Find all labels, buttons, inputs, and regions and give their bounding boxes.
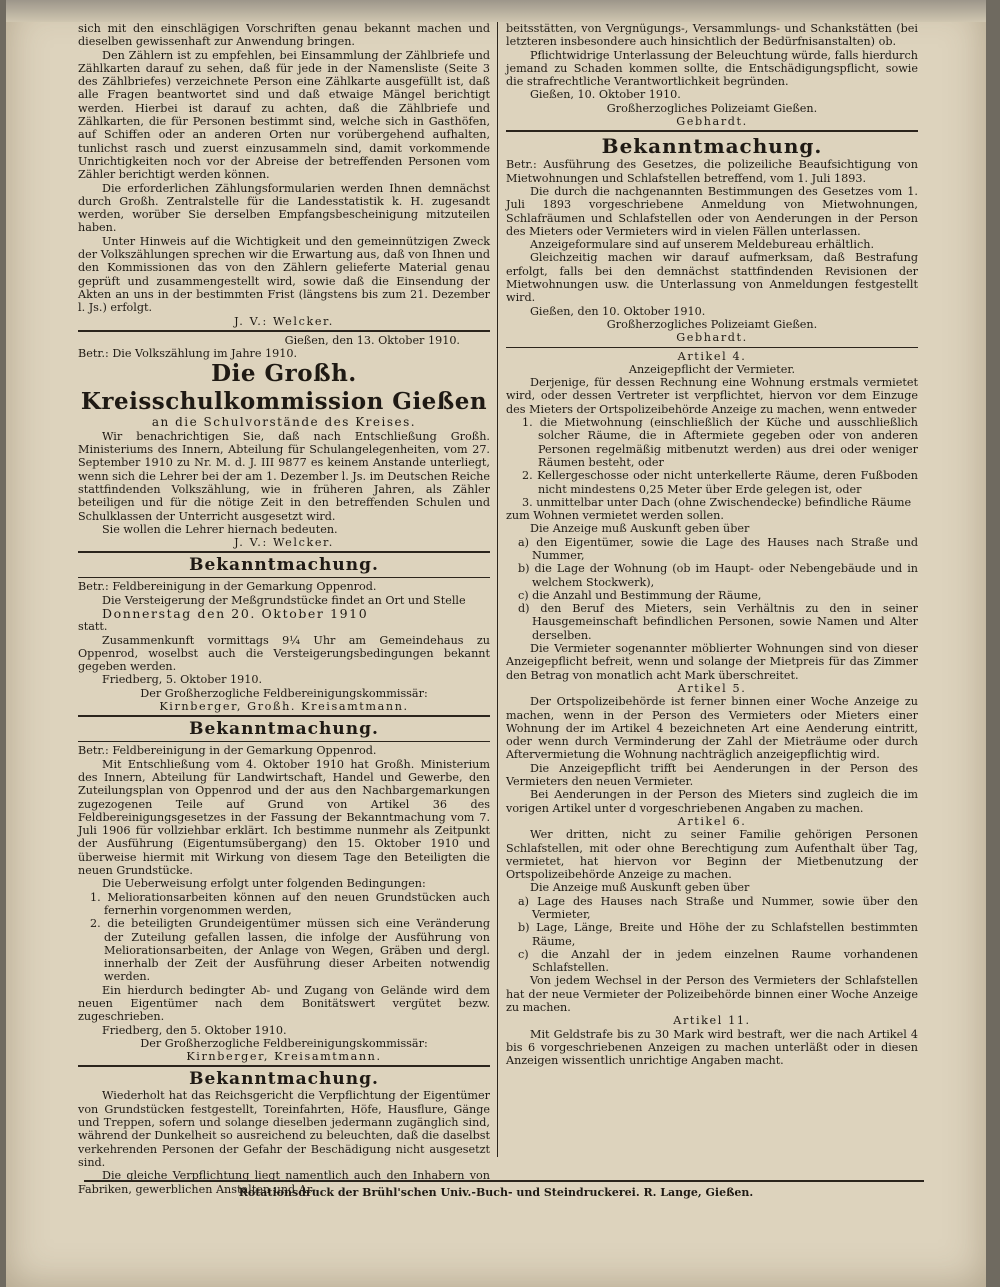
paragraph: Die Ueberweisung erfolgt unter folgenden Bedingungen:: [102, 877, 426, 891]
article-heading: Artikel 4.: [677, 349, 747, 363]
list-item: d) den Beruf des Mieters, sein Verhältnis zu den in seiner Hausgemeinschaft befindlichen Personen, sowie Namen und Alter derselben.: [518, 602, 918, 642]
divider: [78, 330, 490, 332]
paragraph: Sie wollen die Lehrer hiernach bedeuten.: [102, 522, 338, 536]
paragraph: Ein hierdurch bedingter Ab- und Zugang von Gelände wird dem neuen Eigentümer nach dem Bonitätswert vergütet bezw. zugeschrieben.: [78, 983, 490, 1024]
dateline: Gießen, den 13. Oktober 1910.: [284, 333, 460, 347]
notice-heading: Bekanntmachung.: [601, 134, 823, 159]
signature: Kirnberger, Kreisamtmann.: [186, 1050, 382, 1064]
signature: Gebhardt.: [676, 115, 748, 129]
office-line: Der Großherzogliche Feldbereinigungskommissär:: [140, 1036, 428, 1050]
list-item: 1. die Mietwohnung (einschließlich der Küche und ausschließlich solcher Räume, die in Aftermiete gegeben oder von anderen Personen regelmäßig mitbenutzt werden) aus drei oder weniger Räumen besteht, oder: [522, 416, 918, 469]
paragraph: Den Zählern ist zu empfehlen, bei Einsammlung der Zählbriefe und Zählkarten darauf zu sehen, daß für jede in der Namensliste (Seite 3 des Zählbriefes) verzeichnete Person eine Zählkarte ausgefüllt ist, daß alle Fragen beantwortet sind und daß etwaige Mängel berichtigt werden. Hierbei ist darauf zu achten, daß die Zählbriefe und Zählkarten, die für Personen bestimmt sind, welche sich in Gasthöfen, auf Schiffen oder an anderen Orten nur vorübergehend aufhalten, tunlichst rasch und zuerst einzusammeln sind, damit vorkommende Unrichtigkeiten noch vor der Abreise der betreffenden Personen vom Zähler berichtigt werden können.: [78, 48, 490, 182]
footer-rule: [84, 1180, 924, 1182]
list-item: c) die Anzahl der in jedem einzelnen Raume vorhandenen Schlafstellen.: [518, 947, 918, 975]
newspaper-page: [6, 0, 986, 1287]
paragraph: Die Anzeige muß Auskunft geben über: [530, 522, 750, 536]
paragraph: Die Anzeige muß Auskunft geben über: [530, 881, 750, 895]
left-column: [78, 22, 490, 1196]
notice-heading: Bekanntmachung.: [189, 555, 379, 576]
divider: [78, 551, 490, 553]
paragraph: Die Anzeigepflicht trifft bei Aenderungen in der Person des Vermieters den neuen Vermieter.: [506, 761, 918, 789]
paragraph: Mit Entschließung vom 4. Oktober 1910 hat Großh. Ministerium des Innern, Abteilung für Landwirtschaft, Handel und Gewerbe, den Zuteilungsplan von Oppenrod und der aus den Nachbargemarkungen zugezogenen Teile auf Grund von Artikel 36 des Feldbereinigungsgesetzes in der Fassung der Bekanntmachung vom 7. Juli 1906 für vollziehbar erklärt. Ich bestimme nunmehr als Zeitpunkt der Ausführung (Eigentumsübergang) den 15. Oktober 1910 und überweise hiermit mit Wirkung von diesem Tage den Beteiligten die neuen Grundstücke.: [78, 757, 490, 878]
column-divider: [497, 22, 498, 1157]
paragraph: Von jedem Wechsel in der Person des Vermieters der Schlafstellen hat der neue Vermieter der Polizeibehörde binnen einer Woche Anzeige zu machen.: [506, 974, 918, 1015]
notice-heading: Bekanntmachung.: [189, 1069, 379, 1090]
printer-imprint: Rotationsdruck der Brühl'schen Univ.-Buch- und Steindruckerei. R. Lange, Gießen.: [238, 1186, 754, 1199]
place-date: Friedberg, den 5. Oktober 1910.: [102, 1023, 287, 1037]
paragraph: beitsstätten, von Vergnügungs-, Versammlungs- und Schankstätten (bei letzteren insbesondere auch hinsichtlich der Bedürfnisanstalten) ob.: [506, 22, 918, 49]
paragraph: Wir benachrichtigen Sie, daß nach Entschließung Großh. Ministeriums des Innern, Abteilung für Schulangelegenheiten, vom 27. September 1910 zu Nr. M. d. J. III 9877 es keinem Anstande unterliegt, wenn sich die Lehrer bei der am 1. Dezember l. Js. im Deutschen Reiche stattfindenden Volkszählung, wie in früheren Jahren, als Zähler beteiligen und für die nötige Zeit in den betreffenden Schulen und Schulklassen der Unterricht ausgesetzt wird.: [78, 429, 490, 523]
subject-line: Betr.: Feldbereinigung in der Gemarkung Oppenrod.: [78, 744, 377, 758]
divider: [78, 577, 490, 578]
article-heading: Artikel 6.: [677, 814, 747, 828]
right-column: [506, 22, 918, 1068]
paragraph: Gleichzeitig machen wir darauf aufmerksam, daß Bestrafung erfolgt, falls bei den demnächst stattfindenden Revisionen der Mietwohnungen usw. die Unterlassung von Anmeldungen festgestellt wird.: [506, 251, 918, 305]
signature: Gebhardt.: [676, 331, 748, 345]
paragraph: statt.: [78, 620, 108, 634]
paragraph: Wer dritten, nicht zu seiner Familie gehörigen Personen Schlafstellen, mit oder ohne Berechtigung zum Aufenthalt über Tag, vermietet, hat hiervon vor Beginn der Mietbenutzung der Ortspolizeibehörde Anzeige zu machen.: [506, 828, 918, 882]
article-heading: Artikel 5.: [677, 681, 747, 695]
article-heading: Artikel 11.: [673, 1014, 751, 1028]
paragraph: Wiederholt hat das Reichsgericht die Verpflichtung der Eigentümer von Grundstücken festgestellt, Toreinfahrten, Höfe, Hausflure, Gänge und Treppen, sofern und solange dieselben jedermann zugänglich sind, während der Dunkelheit so ausreichend zu beleuchten, daß die daselbst verkehrenden Personen der Gefahr der Beschädigung nicht ausgesetzt sind.: [78, 1089, 490, 1169]
list-item: b) Lage, Länge, Breite und Höhe der zu Schlafstellen bestimmten Räume,: [518, 921, 918, 948]
list-item: 2. Kellergeschosse oder nicht unterkellerte Räume, deren Fußboden nicht mindestens 0,25 Meter über Erde gelegen ist, oder: [522, 469, 918, 496]
divider: [78, 741, 490, 742]
list-item: a) den Eigentümer, sowie die Lage des Hauses nach Straße und Nummer,: [518, 535, 918, 562]
paragraph: Pflichtwidrige Unterlassung der Beleuchtung würde, falls hierdurch jemand zu Schaden kommen sollte, die Entschädigungspflicht, sowie die strafrechtliche Verantwortlichkeit begründen.: [506, 48, 918, 89]
paragraph: Zusammenkunft vormittags 9¼ Uhr am Gemeindehaus zu Oppenrod, woselbst auch die Versteigerungsbedingungen bekannt gegeben werden.: [78, 633, 490, 674]
subject-line: Betr.: Ausführung des Gesetzes, die polizeiliche Beaufsichtigung von Mietwohnungen und Schlafstellen betreffend, vom 1. Juli 1893.: [506, 158, 918, 185]
subject-line: Betr.: Die Volkszählung im Jahre 1910.: [78, 347, 298, 361]
paragraph: zum Wohnen vermietet werden sollen.: [506, 509, 724, 523]
paragraph: Die Versteigerung der Meßgrundstücke findet an Ort und Stelle: [102, 593, 466, 607]
divider: [78, 1065, 490, 1067]
article-title: Anzeigepflicht der Vermieter.: [628, 362, 796, 376]
list-item: c) die Anzahl und Bestimmung der Räume,: [518, 588, 762, 602]
condition-item: 1. Meliorationsarbeiten können auf den neuen Grundstücken auch fernerhin vorgenommen werden,: [90, 890, 490, 917]
office-line: Der Großherzogliche Feldbereinigungskommissär:: [140, 686, 428, 700]
paragraph: Die gleiche Verpflichtung liegt namentlich auch den Inhabern von Fabriken, gewerblichen Anstalten und Ar-: [78, 1169, 490, 1196]
paragraph: Die durch die nachgenannten Bestimmungen des Gesetzes vom 1. Juli 1893 vorgeschriebene Anmeldung von Mietwohnungen, Schlafräumen und Schlafstellen oder von Aenderungen in der Person des Mieters oder Vermieters wird in vielen Fällen unterlassen.: [506, 184, 918, 238]
notice-heading: Die Großh. Kreisschulkommission Gießen: [80, 360, 488, 416]
dateline: Gießen, 10. Oktober 1910.: [530, 88, 681, 102]
paragraph: Derjenige, für dessen Rechnung eine Wohnung erstmals vermietet wird, oder dessen Vertreter ist verpflichtet, hiervon vor dem Einzuge des Mieters der Ortspolizeibehörde Anzeige zu machen, wenn entweder: [506, 376, 918, 416]
top-edge: [6, 0, 986, 22]
divider: [506, 130, 918, 132]
notice-subheading: an die Schulvorstände des Kreises.: [151, 415, 417, 430]
paragraph: Mit Geldstrafe bis zu 30 Mark wird bestraft, wer die nach Artikel 4 bis 6 vorgeschriebenen Anzeigen zu machen unterläßt oder in diesen Anzeigen wissentlich unrichtige Angaben macht.: [506, 1027, 918, 1068]
paragraph: Der Ortspolizeibehörde ist ferner binnen einer Woche Anzeige zu machen, wenn in der Person des Vermieters oder Mieters einer Wohnung der im Artikel 4 bezeichneten Art eine Aenderung eintritt, oder wenn durch Verminderung der Zahl der Mieträume oder durch Aftervermietung die Wohnung nachträglich anzeigepflichtig wird.: [506, 695, 918, 762]
signature: Kirnberger, Großh. Kreisamtmann.: [159, 700, 409, 714]
paragraph: Bei Aenderungen in der Person des Mieters sind zugleich die im vorigen Artikel unter d vorgeschriebenen Angaben zu machen.: [506, 788, 918, 815]
list-item: a) Lage des Hauses nach Straße und Nummer, sowie über den Vermieter,: [518, 894, 918, 921]
paragraph: Die erforderlichen Zählungsformularien werden Ihnen demnächst durch Großh. Zentralstelle für die Landesstatistik k. H. zugesandt werden, worüber Sie derselben Empfangsbescheinigung mitzuteilen haben.: [78, 181, 490, 235]
office-line: Großherzogliches Polizeiamt Gießen.: [606, 101, 818, 115]
place-date: Friedberg, 5. Oktober 1910.: [102, 673, 263, 687]
paragraph: sich mit den einschlägigen Vorschriften genau bekannt machen und dieselben gewissenhaft zur Anwendung bringen.: [78, 22, 490, 49]
divider: [78, 715, 490, 717]
paragraph: Anzeigeformulare sind auf unserem Meldebureau erhältlich.: [530, 238, 874, 252]
paragraph: Die Vermieter sogenannter möblierter Wohnungen sind von dieser Anzeigepflicht befreit, wenn und solange der Mietpreis für das Zimmer den Betrag von monatlich acht Mark überschreitet.: [506, 642, 918, 682]
office-line: Großherzogliches Polizeiamt Gießen.: [606, 317, 818, 331]
condition-item: 2. die beteiligten Grundeigentümer müssen sich eine Veränderung der Zuteilung gefallen lassen, die infolge der Ausführung von Meliorationsarbeiten, der Anlage von Wegen, Gräben und dergl. innerhalb der Zeit der Ausführung dieser Arbeiten notwendig werden.: [90, 917, 490, 984]
signature: J. V.: Welcker.: [234, 314, 334, 328]
notice-heading: Bekanntmachung.: [189, 719, 379, 740]
paragraph: Unter Hinweis auf die Wichtigkeit und den gemeinnützigen Zweck der Volkszählungen sprechen wir die Erwartung aus, daß von Ihnen und den Kommissionen das von den Zählern gelieferte Material genau geprüft und zusammengestellt wird, sowie daß die Einsendung der Akten an uns in der bestimmten Frist (längstens bis zum 21. Dezember l. Js.) erfolgt.: [78, 234, 490, 315]
auction-date: Donnerstag den 20. Oktober 1910: [102, 605, 369, 621]
divider: [506, 347, 918, 348]
signature: J. V.: Welcker.: [234, 536, 334, 550]
dateline: Gießen, den 10. Oktober 1910.: [530, 304, 706, 318]
list-item: b) die Lage der Wohnung (ob im Haupt- oder Nebengebäude und in welchem Stockwerk),: [518, 562, 918, 589]
list-item: 3. unmittelbar unter Dach (ohne Zwischendecke) befindliche Räume: [522, 495, 912, 509]
subject-line: Betr.: Feldbereinigung in der Gemarkung Oppenrod.: [78, 580, 377, 594]
